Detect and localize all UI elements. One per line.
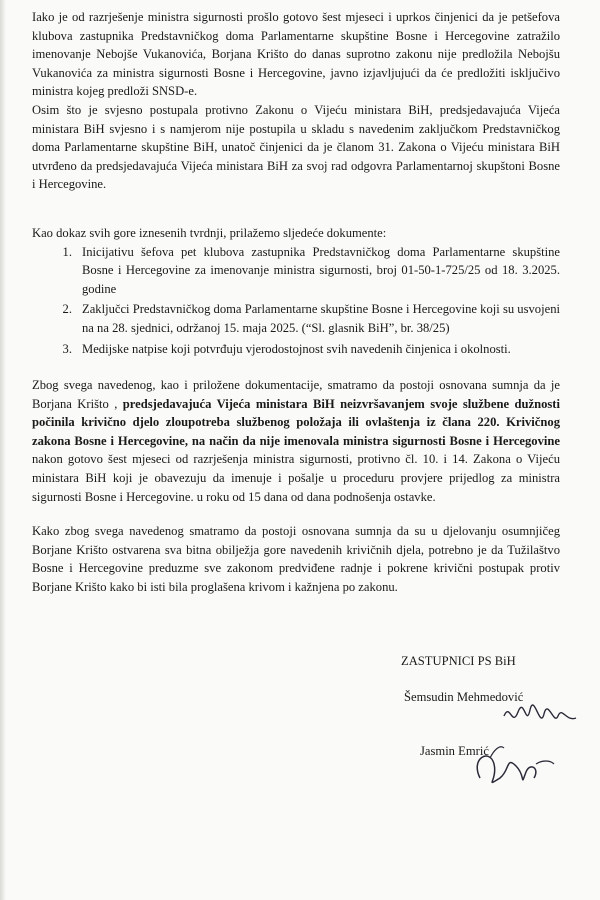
suspicion-text-end: nakon gotovo šest mjeseci od razrješenja ministra sigurnosti, protivno čl. 10. i 14. Zakona o Vijeću ministara BiH koji je obavezuju da imenuje i pošalje u proceduru provjere prijedlog za ministra sigurnosti Bosne i Hercegovine. u roku od 15 dana od dana podnošenja ostavke. (32, 452, 560, 504)
list-item (32, 243, 560, 299)
list-item-number: 2. (62, 302, 72, 317)
paragraph-2: Osim što je svjesno postupala protivno Zakonu o Vijeću ministara BiH, predsjedavajuća Vijeća ministara BiH svjesno i s namjerom nije postupila u skladu s navedenim zaključkom Predstavničkog doma Parlamentarne skupštine BiH, unatoč činjenici da je članom 31. Zakona o Vijeću ministara BiH utvrđeno da predsjedavajuća Vijeća ministara BiH za svoj rad odgovra Parlamentarnoj skupštoni Bosne i Hercegovine. (32, 102, 560, 192)
signer-name: Šemsudin Mehmedović (404, 690, 524, 704)
signer-name: Jasmin Emrić (420, 744, 489, 758)
spacer (32, 194, 560, 224)
handwritten-signature (470, 738, 560, 798)
list-item-text: Inicijativu šefova pet klubova zastupnika Predstavničkog doma Parlamentarne skupštine Bosne i Hercegovine za imenovanje ministra sigurnosti, broj 01-50-1-725/25 od 18. 3.2025. godine (82, 244, 560, 296)
evidence-list (32, 243, 560, 359)
signatures-heading: ZASTUPNICI PS BiH (401, 654, 516, 668)
handwritten-signature (500, 698, 580, 738)
spacer (32, 360, 560, 376)
suspicion-text-start: Zbog svega navedenog, kao i priložene dokumentacije, smatramo da postoji osnovana sumnja da je Borjana Krišto , (32, 378, 560, 411)
list-item (32, 300, 560, 337)
paragraph-evidence-intro: Kao dokaz svih gore iznesenih tvrdnji, prilažemo sljedeće dokumente: (32, 225, 387, 240)
paragraph-1: Iako je od razrješenje ministra sigurnosti prošlo gotovo šest mjeseci i uprkos činjenici da je petšefova klubova zastupnika Predstavničkog doma Parlamentarne skupštine Bosne i Hercegovine zatražilo imenovanje Nebojše Vukanovića, Borjana Krišto do danas suprotno zakonu nije predložila Nebojšu Vukanovića za ministra sigurnosti Bosne i Hercegovine, javno izjavljujući da će predložiti isključivo ministra kojeg predloži SNSD-e. (32, 10, 560, 99)
paragraph-conclusion: Kako zbog svega navedenog smatramo da postoji osnovana sumnja da su u djelovanju osumnjičeg Borjane Krišto ostvarena sva bitna obilježja gore navedenih krivičnih djela, potrebno je da Tužilaštvo Bosne i Hercegovine preduzme sve zakonom predviđene radnje i pokrene krivični postupak protiv Borjane Krišto kako bi isti bila proglašena krivom i kažnjena po zakonu. (32, 524, 560, 595)
list-item-number: 3. (62, 341, 72, 356)
list-item (32, 340, 560, 359)
spacer (32, 506, 560, 522)
paragraph-suspicion (32, 376, 560, 506)
list-item-text: Zaključci Predstavničkog doma Parlamentarne skupštine Bosne i Hercegovine koji su usvojeni na na 28. sjednici, održanoj 15. maja 2025. (“Sl. glasnik BiH”, br. 38/25) (82, 302, 560, 335)
suspicion-text-bold: predsjedavajuća Vijeća ministara BiH neizvršavanjem svoje službene dužnosti počinila krivično djelo zloupotreba službenog položaja ili ovlaštenja iz člana 220. Krivičnog zakona Bosne i Hercegovine, na način da nije imenovala ministra sigurnosti Bosne i Hercegovine (32, 396, 560, 448)
list-item-number: 1. (62, 244, 72, 259)
list-item-text: Medijske natpise koji potvrđuju vjerodostojnost svih navedenih činjenica i okolnosti. (82, 341, 511, 356)
